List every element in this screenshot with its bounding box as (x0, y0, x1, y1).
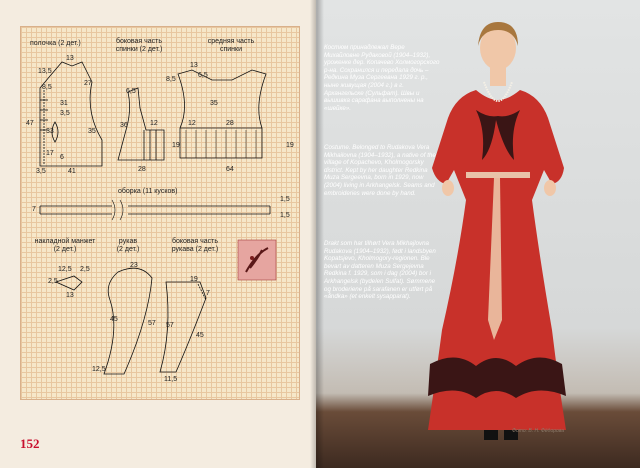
dim: 8,5 (166, 76, 176, 83)
dim: 13 (190, 62, 198, 69)
dim: 1,5 (280, 196, 290, 203)
frill-piece (40, 206, 270, 214)
caption-russian: Костюм принадлежал Вере Михайловне Рудаковой (1904–1932), уроженке дер. Копачево Холмогорского р-на. Сохранился и передала дочь – Редкина Муза Сергеевна 1929 г. р., ныне живущая (2004 г.) в г. Архангельске (Сульфат). Швы и вышивка сарафана выполнены на «шейке». (324, 44, 440, 112)
dim: 7 (206, 290, 210, 297)
dim: 19 (172, 142, 180, 149)
dim: 57 (148, 320, 156, 327)
dim: 31 (60, 100, 68, 107)
dim: 3,5 (60, 110, 70, 117)
left-page (0, 0, 316, 468)
dim: 7 (32, 206, 36, 213)
dim: 12,5 (58, 266, 72, 273)
dim: 23 (130, 262, 138, 269)
dim: 6 (60, 154, 64, 161)
label-front: полочка (2 дет.) (30, 40, 81, 47)
dim: 47 (26, 120, 34, 127)
label-cuff: накладной манжет (2 дет.) (34, 238, 96, 253)
dim: 27 (84, 80, 92, 87)
dim: 13,5 (38, 68, 52, 75)
dim: 8,5 (42, 84, 52, 91)
dim: 41 (68, 168, 76, 175)
dim: 12 (150, 120, 158, 127)
dim: 35 (210, 100, 218, 107)
dim: 35 (88, 128, 96, 135)
dim: 19 (190, 276, 198, 283)
caption-english: Costume. Belonged to Rudakova Vera Mikhailovna (1904–1932), a native of the village of Kopachevo, Kholmogorsky district. Kept by her daughter Redkina Muza Sergeevna, born in 1929, now (2004) living in Arkhangelsk. Seams and embroideries were done by hand. (324, 144, 436, 197)
belt (466, 172, 530, 178)
photo-credit: Фото: В. Н. Фёдорова (512, 428, 565, 434)
dim: 57 (166, 322, 174, 329)
label-side-sleeve: боковая часть рукава (2 дет.) (171, 238, 219, 253)
dim: 13 (66, 55, 74, 62)
dim: 6,5 (126, 88, 136, 95)
book-fold (310, 0, 324, 468)
dim: 1,5 (280, 212, 290, 219)
dim: 3,5 (36, 168, 46, 175)
label-frill: оборка (11 кусков) (118, 188, 178, 195)
caption-norwegian: Drakt som har tilhørt Vera Mikhajlovna Rudakova (1904–1932), født i landsbyen Kopatsjevo, Kholmogory-regionen. Ble bevart av datteren Muza Sergejevna Redkina f. 1929, som i dag (2004) bor i Arkhangelsk (bydelen Sulfat). Sømmene og broderiene på sarafanen er utført på «åndka» (et enkelt sysapparat). (324, 240, 436, 301)
dim: 64 (226, 166, 234, 173)
right-page (316, 0, 640, 468)
embroidery-swatch (238, 240, 276, 280)
cuff-piece (56, 276, 82, 290)
dim: 33 (46, 128, 54, 135)
dim: 6,5 (198, 72, 208, 79)
dim: 36 (120, 122, 128, 129)
dim: 17 (46, 150, 54, 157)
dim: 12 (188, 120, 196, 127)
dim: 2,5 (80, 266, 90, 273)
dim: 12,5 (92, 366, 106, 373)
middle-back-piece (178, 70, 266, 158)
label-side-back: боковая часть спинки (2 дет.) (115, 38, 163, 53)
dim: 28 (226, 120, 234, 127)
dim: 19 (286, 142, 294, 149)
label-middle-back: средняя часть спинки (207, 38, 255, 53)
dim: 28 (138, 166, 146, 173)
page-number: 152 (20, 436, 40, 451)
dim: 45 (110, 316, 118, 323)
label-sleeve: рукав (2 дет.) (116, 238, 140, 253)
dim: 2,5 (48, 278, 58, 285)
dim: 11,5 (164, 376, 178, 383)
dim: 45 (196, 332, 204, 339)
dim: 13 (66, 292, 74, 299)
